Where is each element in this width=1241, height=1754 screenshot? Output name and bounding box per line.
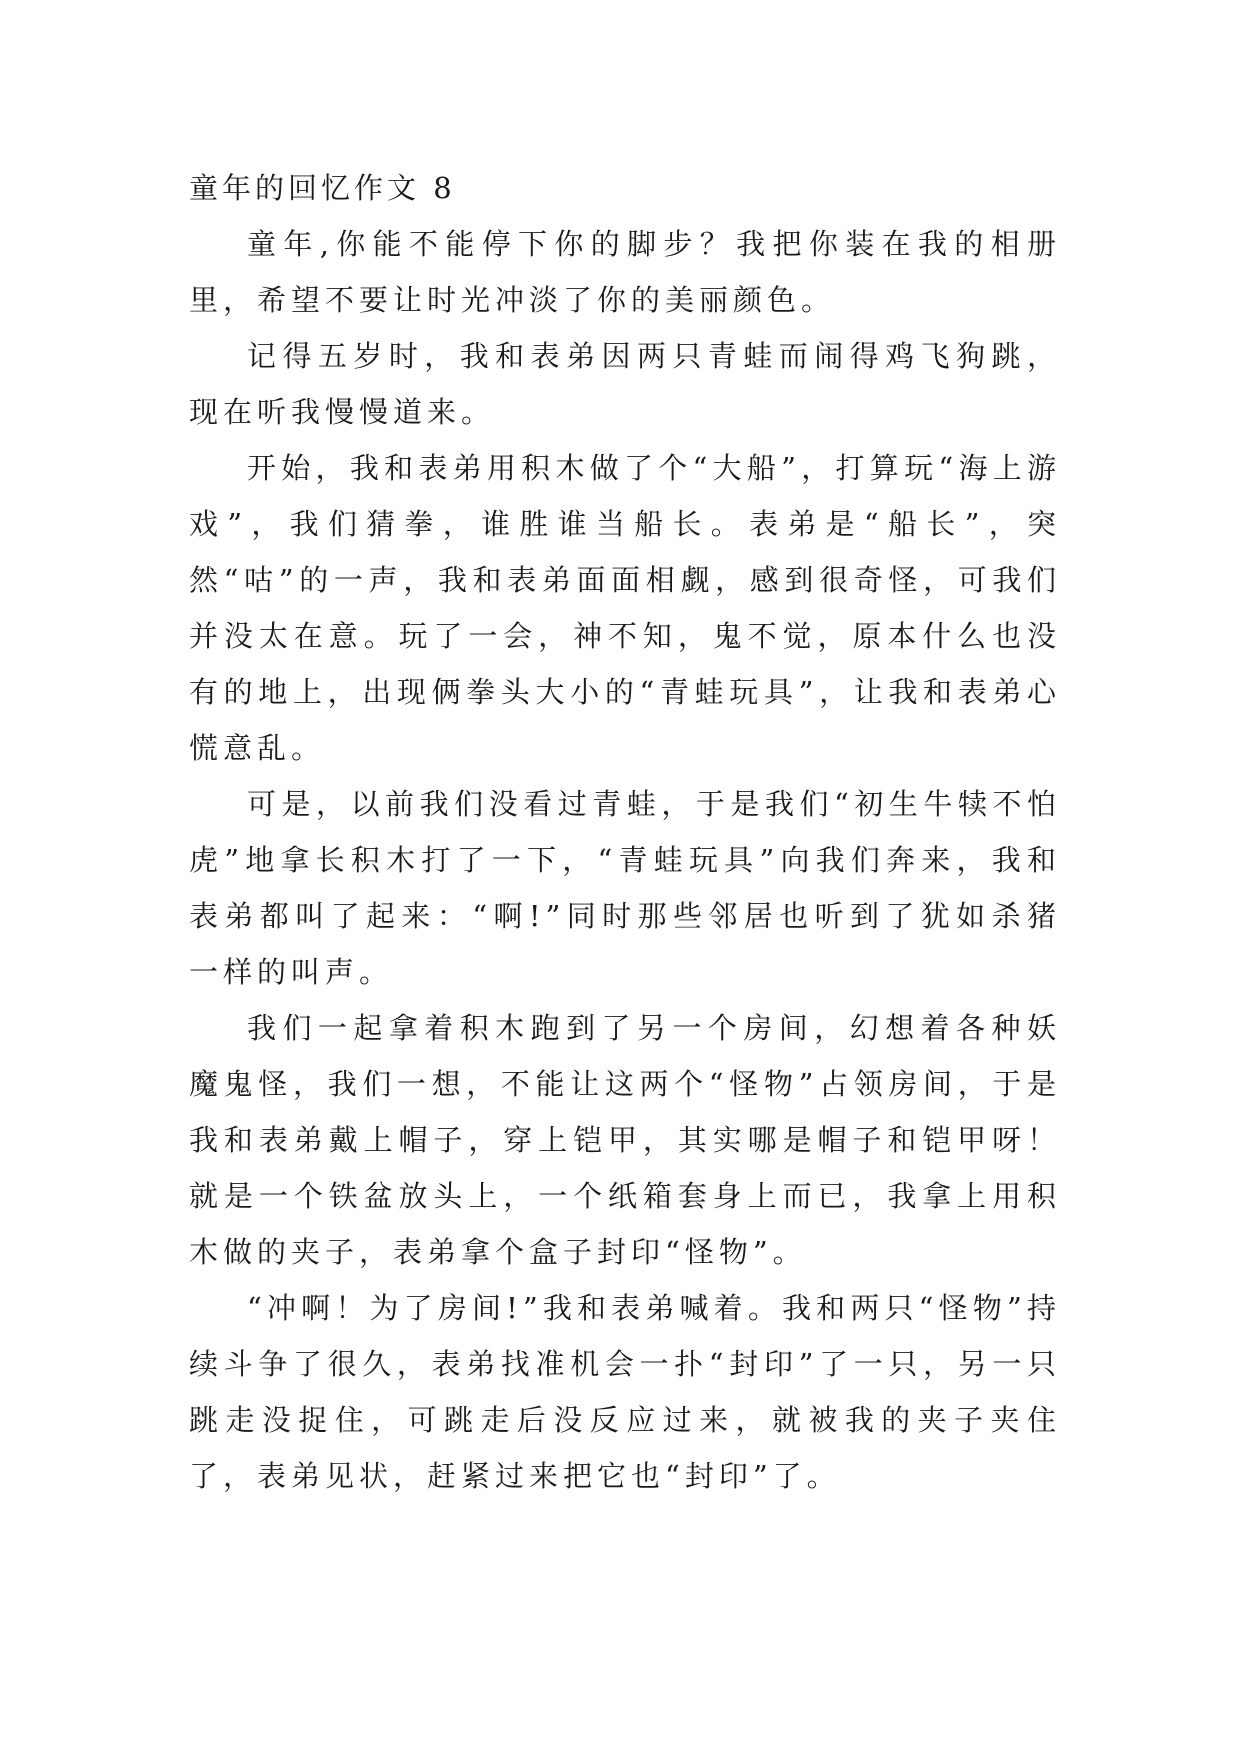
document-body <box>189 160 1061 1504</box>
paragraph: 记得五岁时，我和表弟因两只青蛙而闹得鸡飞狗跳，现在听我慢慢道来。 <box>189 339 1061 429</box>
document-title: 童年的回忆作文 8 <box>189 171 456 205</box>
paragraph: 童年,你能不能停下你的脚步？我把你装在我的相册里，希望不要让时光冲淡了你的美丽颜色。 <box>189 227 1061 317</box>
paragraph: 可是，以前我们没看过青蛙，于是我们“初生牛犊不怕虎”地拿长积木打了一下，“青蛙玩具”向我们奔来，我和表弟都叫了起来：“啊!”同时那些邻居也听到了犹如杀猪一样的叫声。 <box>189 787 1061 989</box>
paragraph: 开始，我和表弟用积木做了个“大船”，打算玩“海上游戏”，我们猜拳，谁胜谁当船长。表弟是“船长”，突然“咕”的一声，我和表弟面面相觑，感到很奇怪，可我们并没太在意。玩了一会，神不知，鬼不觉，原本什么也没有的地上，出现俩拳头大小的“青蛙玩具”，让我和表弟心慌意乱。 <box>189 451 1061 765</box>
paragraph: 我们一起拿着积木跑到了另一个房间，幻想着各种妖魔鬼怪，我们一想，不能让这两个“怪物”占领房间，于是我和表弟戴上帽子，穿上铠甲，其实哪是帽子和铠甲呀！就是一个铁盆放头上，一个纸箱套身上而已，我拿上用积木做的夹子，表弟拿个盒子封印“怪物”。 <box>189 1011 1061 1269</box>
paragraph: “冲啊！为了房间!”我和表弟喊着。我和两只“怪物”持续斗争了很久，表弟找准机会一扑“封印”了一只，另一只跳走没捉住，可跳走后没反应过来，就被我的夹子夹住了，表弟见状，赶紧过来把它也“封印”了。 <box>189 1291 1061 1493</box>
